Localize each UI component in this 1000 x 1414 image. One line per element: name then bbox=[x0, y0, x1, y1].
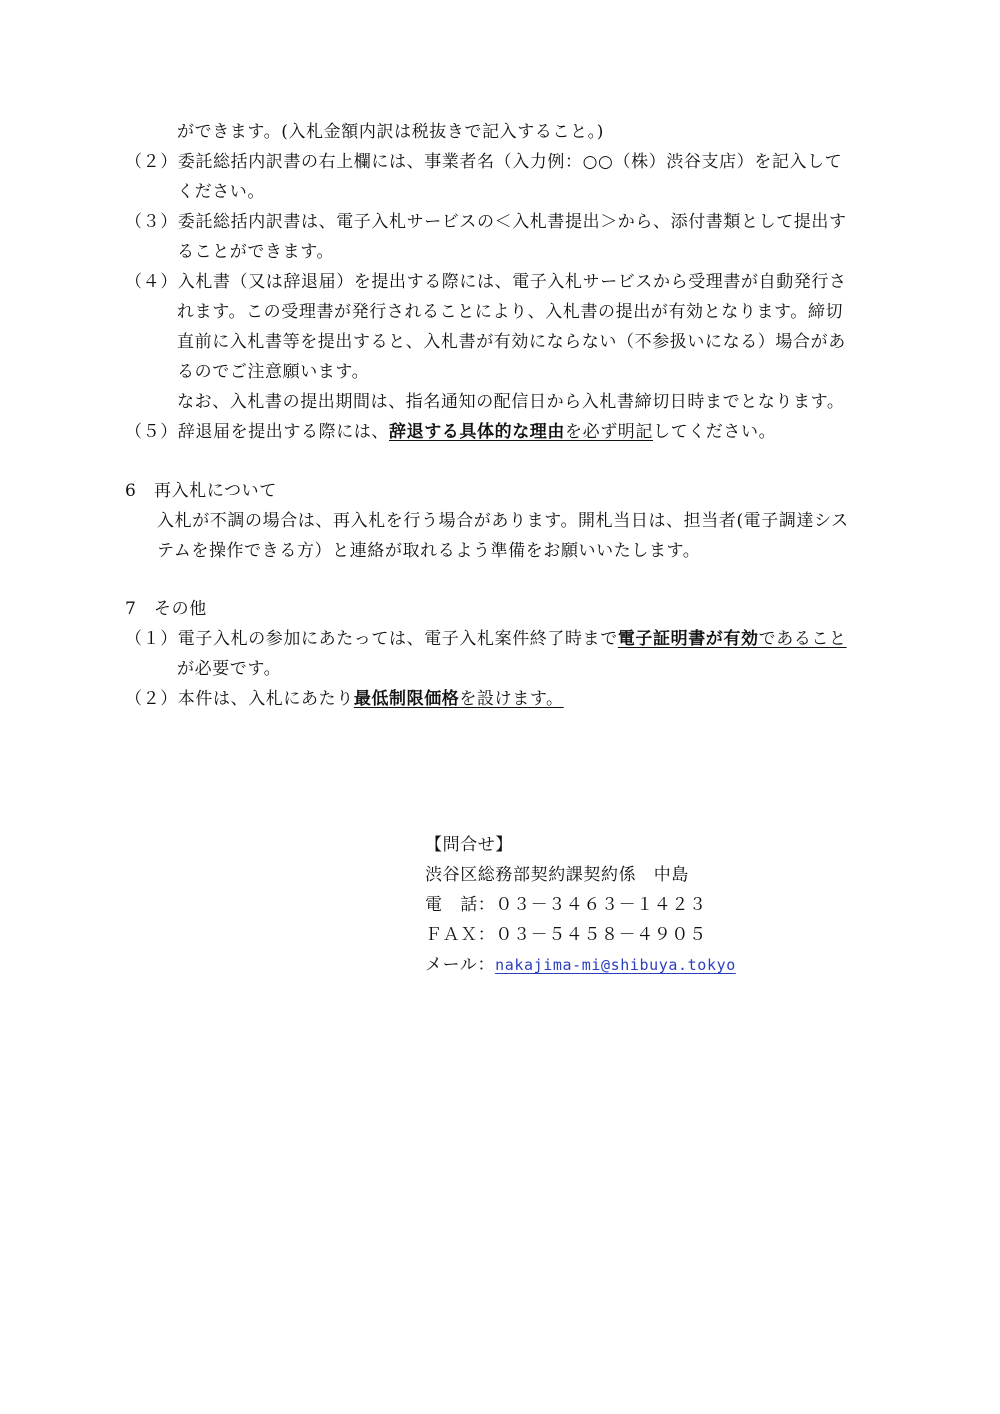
contact-phone bbox=[425, 892, 707, 918]
mail-label: メール： bbox=[425, 955, 496, 975]
text-line: ください。 bbox=[177, 182, 265, 202]
emphasis-min-price: 最低制限価格 bbox=[353, 689, 460, 709]
text-span: （５）辞退届を提出する際には、 bbox=[125, 422, 389, 442]
text-line: るのでご注意願います。 bbox=[177, 362, 370, 382]
fax-number: ０３－５４５８－４９０５ bbox=[495, 925, 707, 945]
contact-department: 渋谷区総務部契約課契約係 中島 bbox=[425, 865, 689, 885]
phone-number: ０３－３４６３－１４２３ bbox=[495, 895, 707, 915]
text-line: 直前に入札書等を提出すると、入札書が有効にならない（不参扱いになる）場合があ bbox=[177, 332, 846, 352]
fax-label: ＦＡＸ： bbox=[425, 925, 496, 945]
emphasis-reason: 辞退する具体的な理由 bbox=[389, 422, 565, 442]
paragraph-line: 入札が不調の場合は、再入札を行う場合があります。開札当日は、担当者(電子調達シス bbox=[157, 511, 849, 531]
text-span: してください。 bbox=[653, 422, 777, 442]
section-heading-7: 7 その他 bbox=[125, 599, 207, 619]
list-item-5 bbox=[125, 419, 776, 445]
text-span: （２）本件は、入札にあたり bbox=[125, 689, 354, 709]
emphasis-valid: であること bbox=[758, 629, 847, 649]
list-item-7-1 bbox=[125, 626, 847, 652]
text-line: なお、入札書の提出期間は、指名通知の配信日から入札書締切日時までとなります。 bbox=[177, 392, 845, 412]
text-line: ができます。(入札金額内訳は税抜きで記入すること。) bbox=[177, 122, 605, 142]
list-item-7-2 bbox=[125, 686, 564, 712]
contact-fax bbox=[425, 922, 707, 948]
emphasis-certificate: 電子証明書が有効 bbox=[617, 629, 759, 649]
email-link[interactable]: nakajima-mi@shibuya.tokyo bbox=[495, 956, 736, 974]
contact-mail bbox=[425, 952, 736, 978]
paragraph-line: テムを操作できる方）と連絡が取れるよう準備をお願いいたします。 bbox=[157, 541, 701, 561]
text-line: れます。この受理書が発行されることにより、入札書の提出が有効となります。締切 bbox=[177, 302, 844, 322]
emphasis-set: を設けます。 bbox=[459, 689, 564, 709]
contact-heading: 【問合せ】 bbox=[425, 835, 513, 855]
text-line: ることができます。 bbox=[177, 242, 335, 262]
list-item-4: （４）入札書（又は辞退届）を提出する際には、電子入札サービスから受理書が自動発行さ bbox=[125, 272, 847, 292]
list-item-2: （２）委託総括内訳書の右上欄には、事業者名（入力例：○○（株）渋谷支店）を記入して bbox=[125, 152, 843, 172]
text-span: （１）電子入札の参加にあたっては、電子入札案件終了時まで bbox=[125, 629, 618, 649]
list-item-3: （３）委託総括内訳書は、電子入札サービスの＜入札書提出＞から、添付書類として提出す bbox=[125, 212, 847, 232]
section-heading-6: 6 再入札について bbox=[125, 481, 277, 501]
emphasis-required: を必ず明記 bbox=[565, 422, 653, 442]
phone-label: 電 話： bbox=[425, 895, 496, 915]
text-line: が必要です。 bbox=[177, 659, 282, 679]
